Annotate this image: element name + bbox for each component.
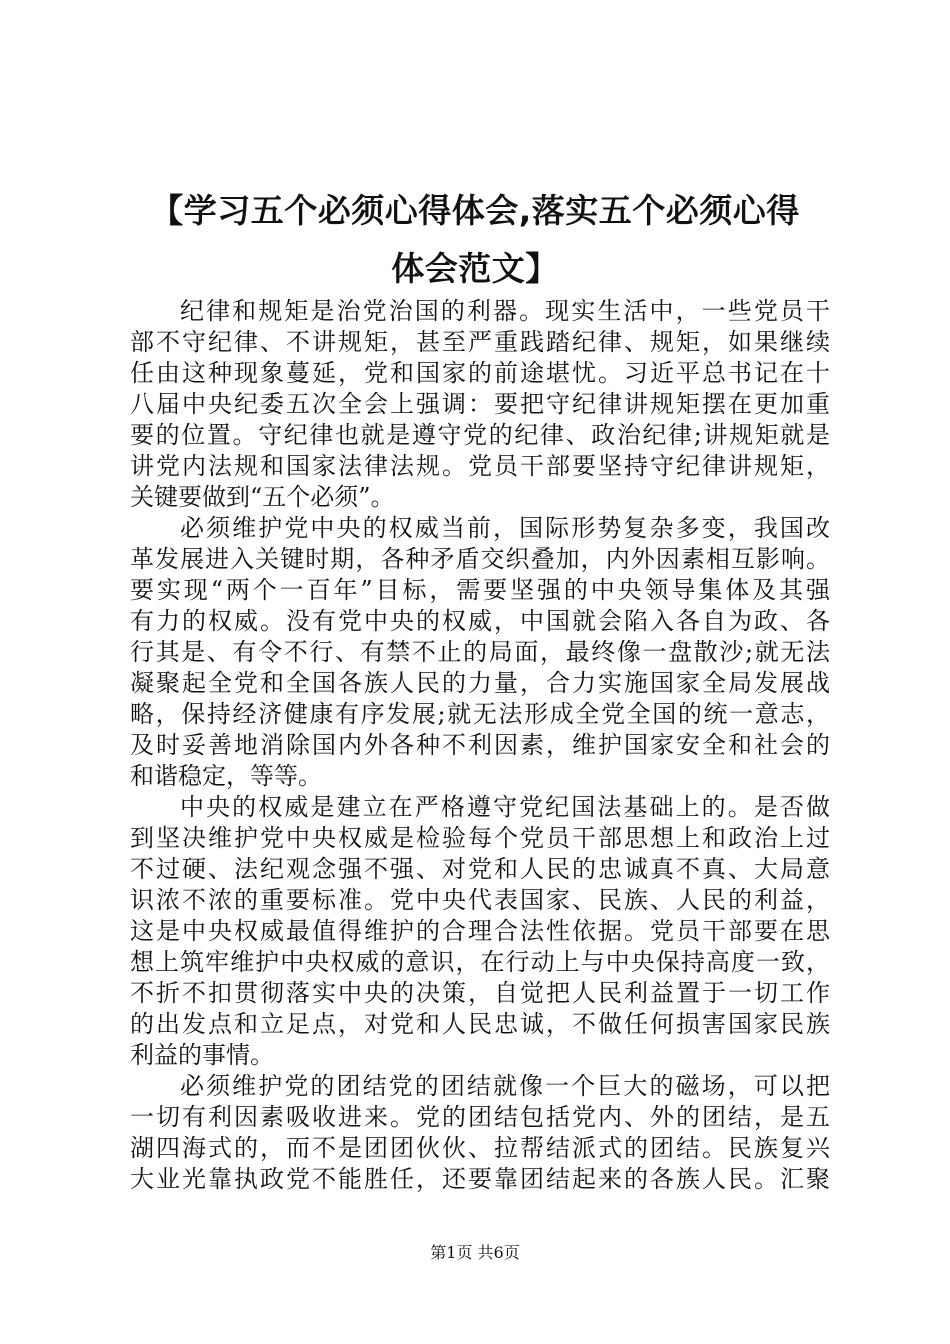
title-line-1: 【学习五个必须心得体会,落实五个必须心得 (150, 191, 800, 230)
text-line: 行其是、有令不行、有禁不止的局面，最终像一盘散沙;就无法 (130, 638, 830, 666)
paragraph-1 (130, 296, 830, 513)
paragraph-3 (130, 792, 830, 1071)
text-line: 纪律和规矩是治党治国的利器。现实生活中，一些党员干 (180, 297, 830, 325)
paragraph-2 (130, 513, 830, 792)
text-line: 想上筑牢维护中央权威的意识，在行动上与中央保持高度一致， (130, 948, 830, 976)
text-line: 的出发点和立足点，对党和人民忠诚，不做任何损害国家民族 (130, 1010, 830, 1038)
title-line-2: 体会范文】 (391, 249, 559, 288)
text-line: 不折不扣贯彻落实中央的决策，自觉把人民利益置于一切工作 (130, 979, 830, 1007)
text-line: 要实现“两个一百年”目标，需要坚强的中央领导集体及其强 (130, 576, 830, 604)
text-line: 一切有利因素吸收进来。党的团结包括党内、外的团结，是五 (130, 1103, 830, 1131)
text-line: 必须维护党中央的权威当前，国际形势复杂多变，我国改 (180, 514, 830, 542)
text-line: 要的位置。守纪律也就是遵守党的纪律、政治纪律;讲规矩就是 (130, 421, 830, 449)
text-line: 必须维护党的团结党的团结就像一个巨大的磁场，可以把 (180, 1072, 830, 1100)
text-line: 到坚决维护党中央权威是检验每个党员干部思想上和政治上过 (130, 824, 830, 852)
text-line: 及时妥善地消除国内外各种不利因素，维护国家安全和社会的 (130, 731, 830, 759)
text-line: 任由这种现象蔓延，党和国家的前途堪忧。习近平总书记在十 (130, 359, 830, 387)
document-title (100, 182, 850, 298)
text-line: 关键要做到“五个必须”。 (130, 483, 395, 511)
text-line: 凝聚起全党和全国各族人民的力量，合力实施国家全局发展战 (130, 669, 830, 697)
text-line: 八届中央纪委五次全会上强调：要把守纪律讲规矩摆在更加重 (130, 390, 830, 418)
text-line: 识浓不浓的重要标准。党中央代表国家、民族、人民的利益， (130, 886, 830, 914)
text-line: 利益的事情。 (130, 1041, 274, 1069)
text-line: 讲党内法规和国家法律法规。党员干部要坚持守纪律讲规矩， (130, 452, 830, 480)
text-line: 略，保持经济健康有序发展;就无法形成全党全国的统一意志， (130, 700, 830, 728)
page-footer: 第1页 共6页 (430, 1243, 520, 1262)
text-line: 不过硬、法纪观念强不强、对党和人民的忠诚真不真、大局意 (130, 855, 830, 883)
text-line: 有力的权威。没有党中央的权威，中国就会陷入各自为政、各 (130, 607, 830, 635)
text-line: 部不守纪律、不讲规矩，甚至严重践踏纪律、规矩，如果继续 (130, 328, 830, 356)
text-line: 革发展进入关键时期，各种矛盾交织叠加，内外因素相互影响。 (130, 545, 830, 573)
text-line: 和谐稳定，等等。 (130, 762, 322, 790)
text-line: 中央的权威是建立在严格遵守党纪国法基础上的。是否做 (180, 793, 830, 821)
text-line: 湖四海式的，而不是团团伙伙、拉帮结派式的团结。民族复兴 (130, 1134, 830, 1162)
text-line: 这是中央权威最值得维护的合理合法性依据。党员干部要在思 (130, 917, 830, 945)
document-body (130, 296, 830, 1195)
paragraph-4 (130, 1071, 830, 1195)
text-line: 大业光靠执政党不能胜任，还要靠团结起来的各族人民。汇聚 (130, 1165, 830, 1193)
